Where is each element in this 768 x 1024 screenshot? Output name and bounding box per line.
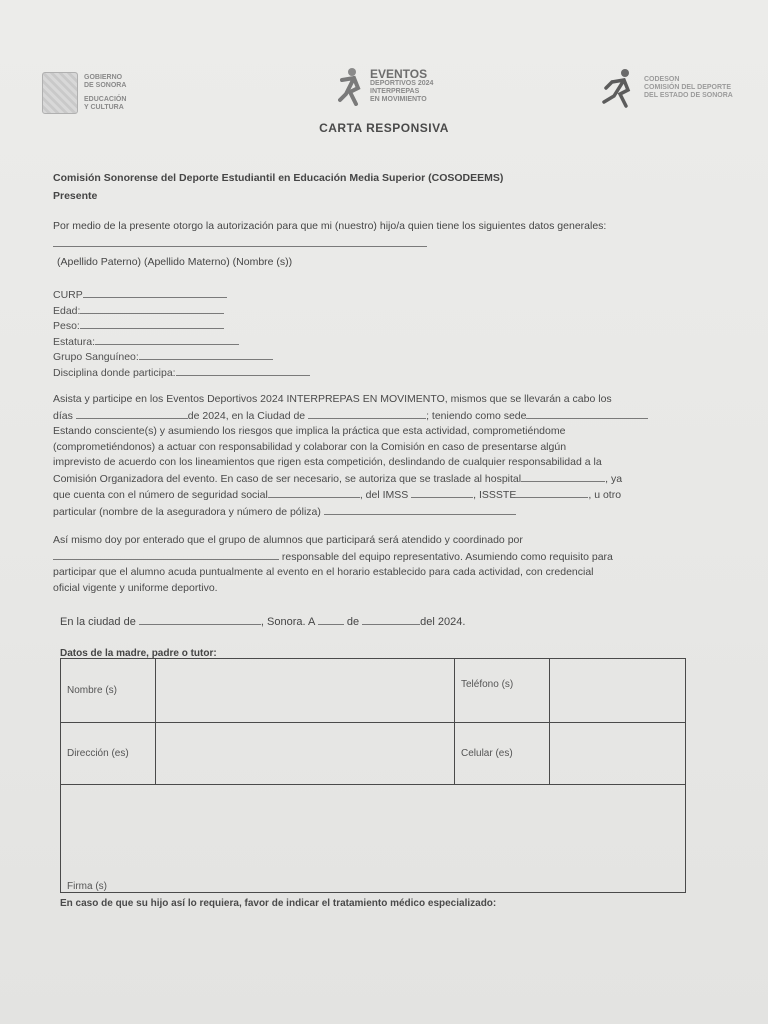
tutor-data-table <box>60 658 686 893</box>
p1-line-a: Asista y participe en los Eventos Deportivos 2024 INTERPREPAS EN MOVIMENTO, mismos que se llevarán a cabo los <box>53 393 612 405</box>
telefono-cell[interactable] <box>550 659 686 723</box>
place-date-line: En la ciudad de , Sonora. A de del 2024. <box>60 616 466 628</box>
logo-right-line-2: COMISIÓN DEL DEPORTE <box>644 84 731 91</box>
name-caption: (Apellido Paterno) (Apellido Materno) (Nombre (s)) <box>57 256 293 268</box>
student-name-blank[interactable] <box>53 236 427 250</box>
codeson-logo <box>598 68 733 108</box>
p1-line-g: que cuenta con el número de seguridad social , del IMSS , ISSSTE , u otro <box>53 489 622 501</box>
logo-center-line-1: EVENTOS <box>370 67 428 81</box>
aseguradora-blank[interactable] <box>324 504 516 515</box>
nombre-label: Nombre (s) <box>61 659 156 723</box>
mes-blank[interactable] <box>362 614 420 625</box>
nombre-cell[interactable] <box>156 659 455 723</box>
logo-center-line-4: EN MOVIMIENTO <box>370 96 427 103</box>
p1-line-c: Estando consciente(s) y asumiendo los riesgos que implica la práctica que esta actividad, comprometiéndome <box>53 425 566 437</box>
celular-label: Celular (es) <box>455 723 550 785</box>
disciplina-field[interactable] <box>53 365 310 379</box>
coordination-paragraph <box>53 533 701 596</box>
logo-center-line-3: INTERPREPAS <box>370 88 420 95</box>
dia-blank[interactable] <box>318 614 344 625</box>
intro-text: Por medio de la presente otorgo la autorización para que mi (nuestro) hijo/a quien tiene los siguientes datos generales: <box>53 220 607 232</box>
nss-blank[interactable] <box>268 487 360 498</box>
direccion-cell[interactable] <box>156 723 455 785</box>
direccion-label: Dirección (es) <box>61 723 156 785</box>
logo-right-line-1: CODESON <box>644 76 680 83</box>
peso-label: Peso: <box>53 320 80 332</box>
addressee-line-2: Presente <box>53 190 98 202</box>
addressee-line-1: Comisión Sonorense del Deporte Estudiantil en Educación Media Superior (COSODEEMS) <box>53 172 504 184</box>
p2-line-b: responsable del equipo representativo. Asumiendo como requisito para <box>53 549 701 566</box>
celular-cell[interactable] <box>550 723 686 785</box>
logo-right-line-3: DEL ESTADO DE SONORA <box>644 92 733 99</box>
state-crest-icon <box>42 72 78 114</box>
grupo-sanguineo-field[interactable] <box>53 349 273 363</box>
document-title: CARTA RESPONSIVA <box>319 121 449 135</box>
sede-blank[interactable] <box>526 408 648 419</box>
ciudad-firma-blank[interactable] <box>139 614 261 625</box>
gobierno-sonora-logo <box>42 72 126 114</box>
dias-blank[interactable] <box>76 408 188 419</box>
disciplina-label: Disciplina donde participa: <box>53 367 176 379</box>
logo-left-line-1: GOBIERNO <box>84 74 123 81</box>
p2-line-a: Así mismo doy por enterado que el grupo de alumnos que participará será atendido y coordinado por <box>53 534 523 546</box>
treatment-note: En caso de que su hijo así lo requiera, favor de indicar el tratamiento médico especializado: <box>60 898 497 909</box>
telefono-label: Teléfono (s) <box>455 659 550 723</box>
logo-left-line-4: Y CULTURA <box>84 104 124 111</box>
p1-line-d: (comprometiéndonos) a actuar con responsabilidad y colaborar con la Comisión en caso de presentarse algún <box>53 440 567 453</box>
tutor-heading: Datos de la madre, padre o tutor: <box>60 648 217 659</box>
athlete-icon <box>338 66 364 106</box>
p1-line-e: imprevisto de acuerdo con los lineamientos que rigen esta competición, deslindando de cualquier responsabilidad a la <box>53 456 602 468</box>
edad-label: Edad: <box>53 305 81 317</box>
issste-blank[interactable] <box>516 487 588 498</box>
curp-label: CURP <box>53 289 83 301</box>
grupo-label: Grupo Sanguíneo: <box>53 351 139 363</box>
hospital-blank[interactable] <box>521 471 605 482</box>
estatura-field[interactable] <box>53 334 239 348</box>
logo-left-line-3: EDUCACIÓN <box>84 96 127 103</box>
edad-field[interactable] <box>53 303 224 317</box>
imss-blank[interactable] <box>411 487 473 498</box>
curp-field[interactable] <box>53 287 227 301</box>
p2-line-c: participar que el alumno acuda puntualmente al evento en el horario establecido para cada actividad, con credencial <box>53 566 594 578</box>
runner-icon <box>598 68 638 108</box>
eventos-deportivos-logo <box>338 66 433 106</box>
logo-left-line-2: DE SONORA <box>84 82 127 89</box>
logo-center-line-2: DEPORTIVOS 2024 <box>370 80 434 87</box>
p1-line-h: particular (nombre de la aseguradora y número de póliza) <box>53 504 701 521</box>
responsable-blank[interactable] <box>53 549 279 560</box>
estatura-label: Estatura: <box>53 336 96 348</box>
firma-label: Firma (s) <box>67 881 107 892</box>
ciudad-blank[interactable] <box>308 408 426 419</box>
consent-paragraph <box>53 392 701 520</box>
p2-line-d: oficial vigente y uniforme deportivo. <box>53 581 218 594</box>
p1-line-f: Comisión Organizadora del evento. En caso de ser necesario, se autoriza que se traslade al hospital , ya <box>53 472 623 485</box>
p1-line-b: días de 2024, en la Ciudad de ; teniendo como sede <box>53 408 701 425</box>
peso-field[interactable] <box>53 318 224 332</box>
firma-cell[interactable] <box>61 785 686 893</box>
